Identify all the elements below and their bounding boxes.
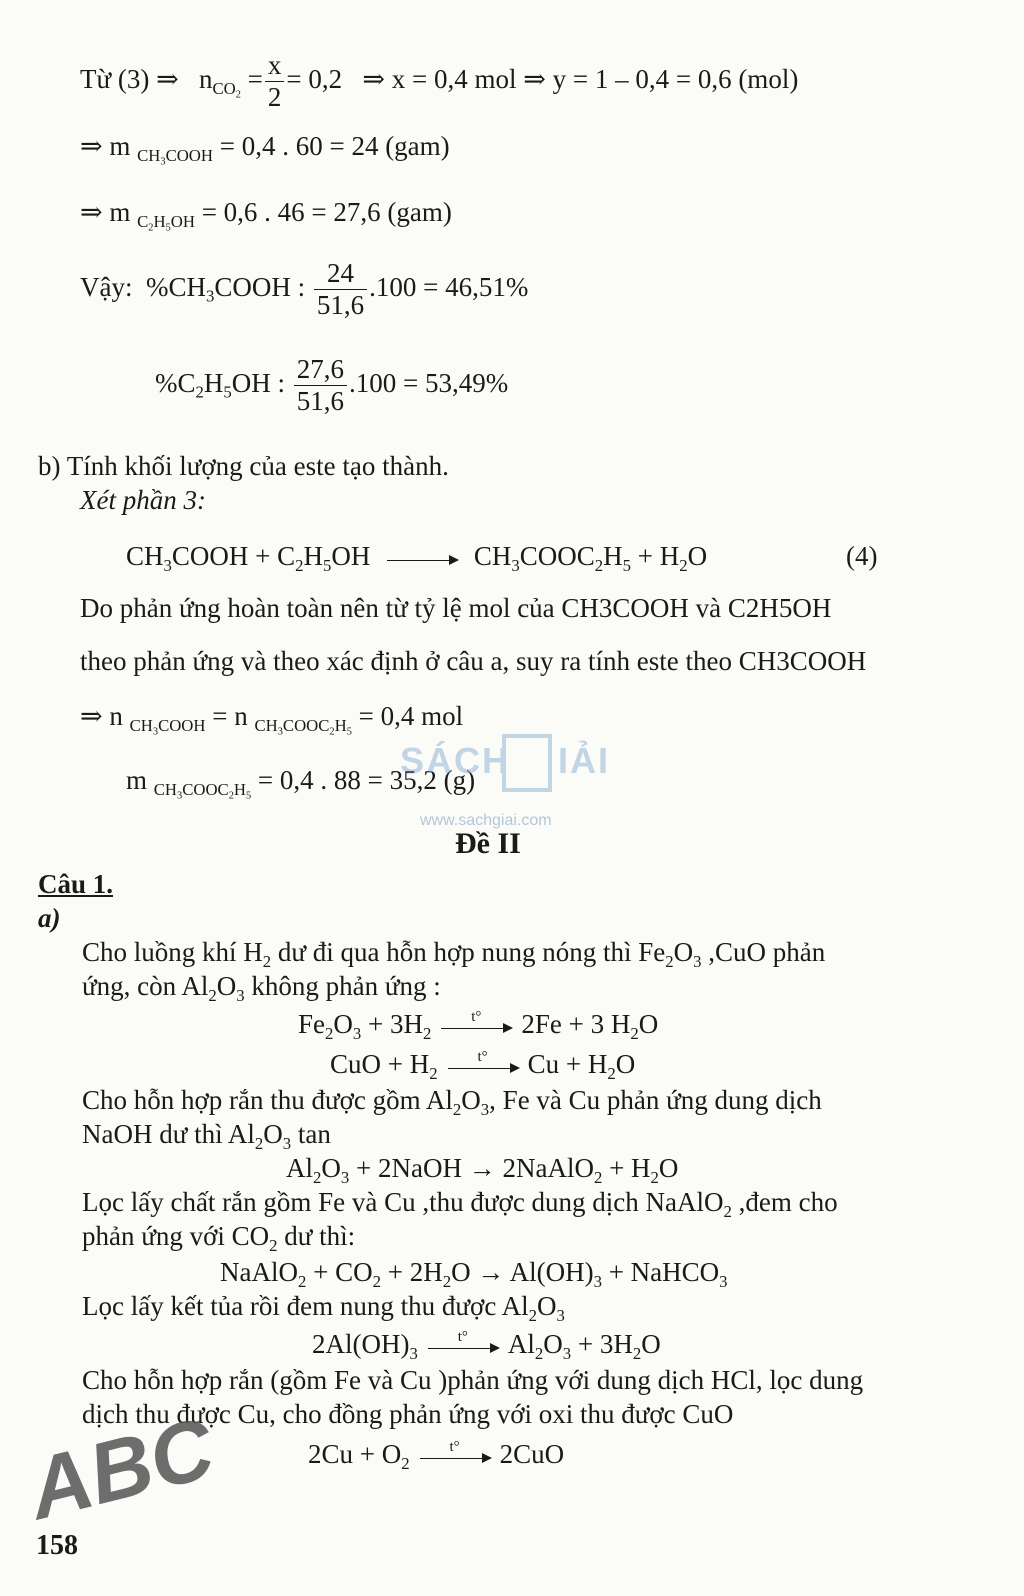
question-title: Câu 1. xyxy=(38,869,114,899)
text: .100 = 46,51% xyxy=(369,271,529,302)
text: = 0,4 . 60 = 24 (gam) xyxy=(219,131,450,161)
page-number: 158 xyxy=(36,1530,78,1561)
line-from-3: Từ (3) ⇒ $n_{CO_2}$ = $\frac{x}{2}$ = 0,2 ⇒ x = 0,4 mol ⇒ y = 1 – 0,4 = 0,6 (mol) xyxy=(80,50,799,113)
line-n-equal: ⇒ n $_{CH_3COOH}$ = n $_{CH_3COOC_2H_5}$ = 0,4 mol xyxy=(80,701,464,738)
num: x xyxy=(265,50,285,82)
equation: NaAlO$_2$ + $CO_2 + 2H_2O \to Al(OH)_3$ + NaHCO$_3$ xyxy=(220,1257,728,1291)
fraction xyxy=(265,50,285,113)
fraction xyxy=(314,258,367,321)
line-m-c2h5oh: ⇒ m $_{C_2H_5OH}$ = 0,6 . 46 = 27,6 (gam) xyxy=(80,197,452,234)
equation: $2Al(OH)_3$ t° $Al_2O_3 + 3H_2O$ xyxy=(312,1329,661,1363)
line-percent-c2h5oh: $\%C_2H_5OH$ : $\frac{27,6}{51,6}$ .100 = 53,49% xyxy=(155,354,509,417)
condition: t° xyxy=(457,1329,468,1346)
text: = 0,2 xyxy=(286,63,343,94)
line-m-ester: m $_{CH_3COOC_2H_5}$ = 0,4 . 88 = 35,2 (g) xyxy=(126,765,476,802)
publisher-stamp: ABC xyxy=(19,1399,224,1539)
paragraph-line: Cho luồng khí $H_2$ dư đi qua hỗn hợp nung nóng thì $Fe_2O_3$ ,CuO phản xyxy=(82,937,826,971)
equation-4: $CH_3COOH + C_2H_5OH$ $CH_3COOC_2H_5 + H_2O$ xyxy=(126,541,708,575)
den: 51,6 xyxy=(296,386,344,417)
den: 2 xyxy=(267,82,282,113)
text: = 0,4 mol xyxy=(358,701,464,731)
part-b-heading: b) Tính khối lượng của este tạo thành. xyxy=(38,451,449,481)
equation: $2Cu + O_2$ t° 2CuO xyxy=(308,1439,565,1473)
text: ⇒ x = 0,4 mol ⇒ y = 1 – 0,4 = 0,6 (mol) xyxy=(362,63,799,94)
paragraph-line: Do phản ứng hoàn toàn nên từ tỷ lệ mol của CH3COOH và C2H5OH xyxy=(80,593,832,623)
paragraph-line: NaOH dư thì $Al_2O_3$ tan xyxy=(82,1119,331,1153)
paragraph-line: theo phản ứng và theo xác định ở câu a, suy ra tính este theo CH3COOH xyxy=(80,646,867,676)
equation: CuO + $H_2$ t° $Cu + H_2O$ xyxy=(330,1049,636,1083)
arrow-icon xyxy=(387,558,457,559)
condition: t° xyxy=(477,1049,488,1066)
paragraph-line: dịch thu được Cu, cho đồng phản ứng với oxi thu được CuO xyxy=(82,1399,734,1429)
line-m-ch3cooh: ⇒ m $_{CH_3COOH}$ = 0,4 . 60 = 24 (gam) xyxy=(80,131,450,168)
paragraph-line: Lọc lấy kết tủa rồi đem nung thu được $Al_2O_3$ xyxy=(82,1291,565,1325)
paragraph-line: Cho hỗn hợp rắn (gồm Fe và Cu )phản ứng với dung dịch HCl, lọc dung xyxy=(82,1365,864,1395)
condition: t° xyxy=(471,1009,482,1026)
text: = 0,6 . 46 = 27,6 (gam) xyxy=(201,197,452,227)
text: Từ (3) xyxy=(80,63,150,94)
text: .100 = 53,49% xyxy=(349,367,509,398)
xet-phan-3: Xét phần 3: xyxy=(80,485,206,515)
paragraph-line: ứng, còn $Al_2O_3$ không phản ứng : xyxy=(82,971,441,1005)
den: 51,6 xyxy=(316,290,365,321)
paragraph-line: Cho hỗn hợp rắn thu được gồm $Al_2O_3$, Fe và Cu phản ứng dung dịch xyxy=(82,1085,822,1119)
paragraph-line: Lọc lấy chất rắn gồm Fe và Cu ,thu được dung dịch NaAlO$_2$ ,đem cho xyxy=(82,1187,838,1221)
arrow-icon xyxy=(420,1439,490,1457)
num: 24 xyxy=(314,258,367,290)
watermark-logo: SÁCH IẢI www.sachgiai.com xyxy=(400,740,610,810)
arrow-icon xyxy=(448,1049,518,1067)
num: 27,6 xyxy=(294,354,347,386)
text: = 0,4 . 88 = 35,2 (g) xyxy=(257,765,476,795)
label: Vậy: xyxy=(80,271,133,302)
equation-number: (4) xyxy=(846,541,878,571)
paragraph-line: phản ứng với $CO_2$ dư thì: xyxy=(82,1221,356,1255)
line-percent-ch3cooh: Vậy: $\%CH_3COOH$ : $\frac{24}{51,6}$ .100 = 46,51% xyxy=(80,258,529,321)
fraction xyxy=(294,354,347,417)
book-icon xyxy=(502,734,552,792)
arrow-icon xyxy=(441,1009,511,1027)
section-title: Đề II xyxy=(455,827,521,860)
condition: t° xyxy=(449,1439,460,1456)
watermark-url: www.sachgiai.com xyxy=(420,812,552,829)
equation: $Al_2O_3$ + 2NaOH → 2NaAlO$_2$ + $H_2O$ xyxy=(286,1153,679,1187)
equation: $Fe_2O_3 + 3H_2$ t° 2Fe + 3 $H_2O$ xyxy=(298,1009,659,1043)
arrow-icon xyxy=(428,1329,498,1347)
question-part-label: a) xyxy=(38,903,61,933)
